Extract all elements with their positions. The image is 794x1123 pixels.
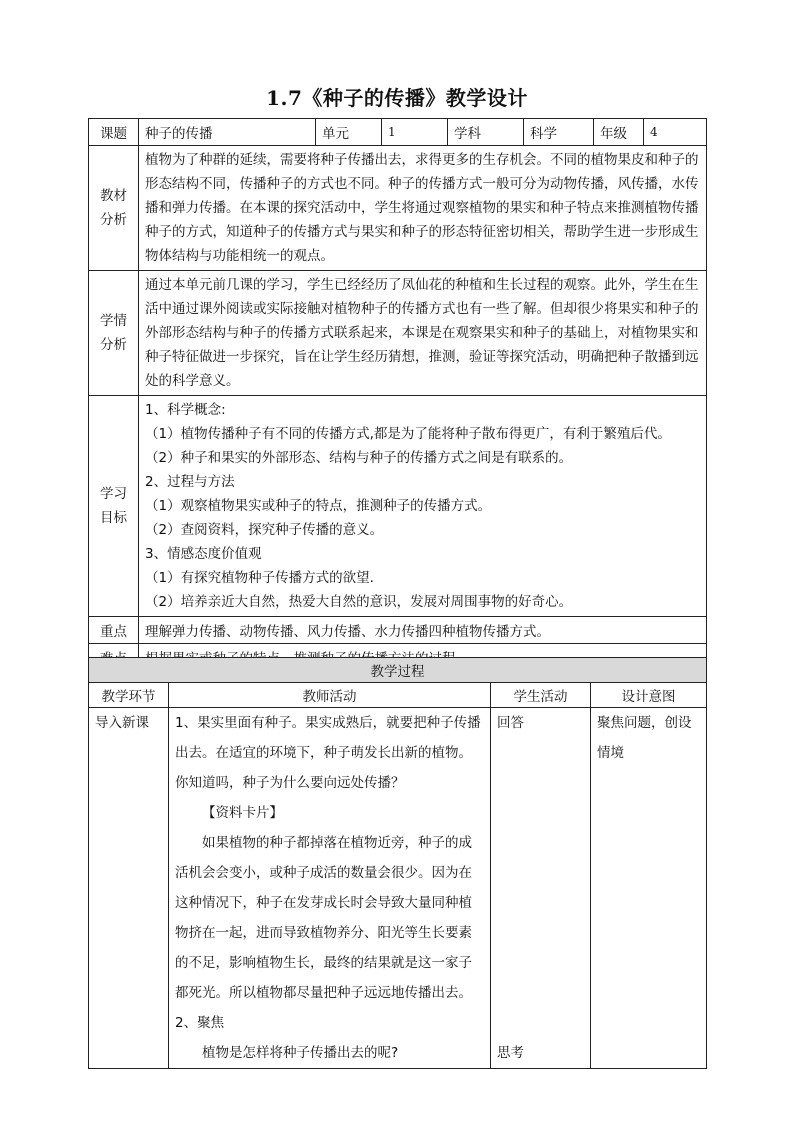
student-answer: 回答 (497, 715, 524, 731)
objective-line: （1）植物传播种子有不同的传播方式,都是为了能将种子散布得更广，有利于繁殖后代。 (145, 426, 671, 442)
objective-line: 1、科学概念: (145, 402, 226, 418)
learning-objectives-row (89, 396, 707, 617)
column-header: 设计意图 (591, 683, 707, 708)
objective-line: （1）有探究植物种子传播方式的欲望. (145, 570, 374, 586)
student-analysis-label: 学情 分析 (89, 271, 139, 396)
grade-label: 年级 (594, 119, 644, 146)
teacher-line: 1、果实里面有种子。果实成熟后，就要把种子传播出去。在适宜的环境下，种子萌发长出新的植物。你知道吗，种子为什么要向远处传播？ (175, 715, 481, 791)
topic-value: 种子的传播 (139, 119, 316, 146)
design-intent-cell: 聚焦问题，创设情境 (591, 708, 707, 1069)
student-analysis-row (89, 271, 707, 396)
learning-objectives-content (139, 396, 707, 617)
column-header: 教学环节 (89, 683, 169, 708)
key-point-content: 理解弹力传播、动物传播、风力传播、水力传播四种植物传播方式。 (139, 617, 707, 644)
textbook-analysis-content: 植物为了种群的延续，需要将种子传播出去，求得更多的生存机会。不同的植物果皮和种子的形态结构不同，传播种子的方式也不同。种子的传播方式一般可分为动物传播，风传播，水传播和弹力传播。在本课的探究活动中，学生将通过观察植物的果实和种子特点来推测植物传播种子的方式，知道种子的传播方式与果实和种子的形态特征密切相关，帮助学生进一步形成生物体结构与功能相统一的观点。 (139, 146, 707, 271)
textbook-analysis-row (89, 146, 707, 271)
stage-cell: 导入新课 (89, 708, 169, 1069)
objective-line: （1）观察植物果实或种子的特点，推测种子的传播方式。 (145, 498, 492, 514)
objective-line: （2）查阅资料，探究种子传播的意义。 (145, 522, 384, 538)
teacher-line: 植物是怎样将种子传播出去的呢? (202, 1045, 399, 1061)
teaching-process-table (88, 657, 707, 1069)
teacher-line: 如果植物的种子都掉落在植物近旁，种子的成活机会会变小，或种子成活的数量会很少。因为在这种情况下，种子在发芽成长时会导致大量同种植物挤在一起，进而导致植物养分、阳光等生长要素的不足，影响植物生长，最终的结果就是这一家子都死光。所以植物都尽量把种子远远地传播出去。 (175, 835, 472, 1001)
subject-value: 科学 (524, 119, 594, 146)
key-point-row (89, 617, 707, 644)
process-row (89, 708, 707, 1069)
unit-label: 单元 (316, 119, 382, 146)
student-think: 思考 (497, 1045, 524, 1061)
process-header-row (89, 658, 707, 683)
objective-line: （2）培养亲近大自然，热爱大自然的意识，发展对周围事物的好奇心。 (145, 594, 573, 610)
process-columns-row (89, 683, 707, 708)
teacher-activity-cell (169, 708, 491, 1069)
process-header: 教学过程 (89, 658, 707, 683)
unit-value: 1 (382, 119, 448, 146)
resource-card-title: 【资料卡片】 (202, 805, 283, 821)
objective-line: （2）种子和果实的外部形态、结构与种子的传播方式之间是有联系的。 (145, 450, 573, 466)
info-row (89, 119, 707, 146)
student-activity-cell (491, 708, 591, 1069)
column-header: 学生活动 (491, 683, 591, 708)
subject-label: 学科 (448, 119, 524, 146)
objective-line: 3、情感态度价值观 (145, 546, 262, 562)
student-analysis-content: 通过本单元前几课的学习，学生已经经历了凤仙花的种植和生长过程的观察。此外，学生在生活中通过课外阅读或实际接触对植物种子的传播方式也有一些了解。但却很少将果实和种子的外部形态结构与种子的传播方式联系起来，本课是在观察果实和种子的基础上，对植物果实和种子特征做进一步探究，旨在让学生经历猜想，推测，验证等探究活动，明确把种子散播到远处的科学意义。 (139, 271, 707, 396)
learning-objectives-label: 学习 目标 (89, 396, 139, 617)
teacher-line: 2、聚焦 (175, 1015, 225, 1031)
textbook-analysis-label: 教材 分析 (89, 146, 139, 271)
objective-line: 2、过程与方法 (145, 474, 235, 490)
key-point-label: 重点 (89, 617, 139, 644)
document-title: 1.7《种子的传播》教学设计 (266, 86, 528, 110)
topic-label: 课题 (89, 119, 139, 146)
column-header: 教师活动 (169, 683, 491, 708)
lesson-info-table (88, 118, 707, 671)
grade-value: 4 (644, 119, 707, 146)
